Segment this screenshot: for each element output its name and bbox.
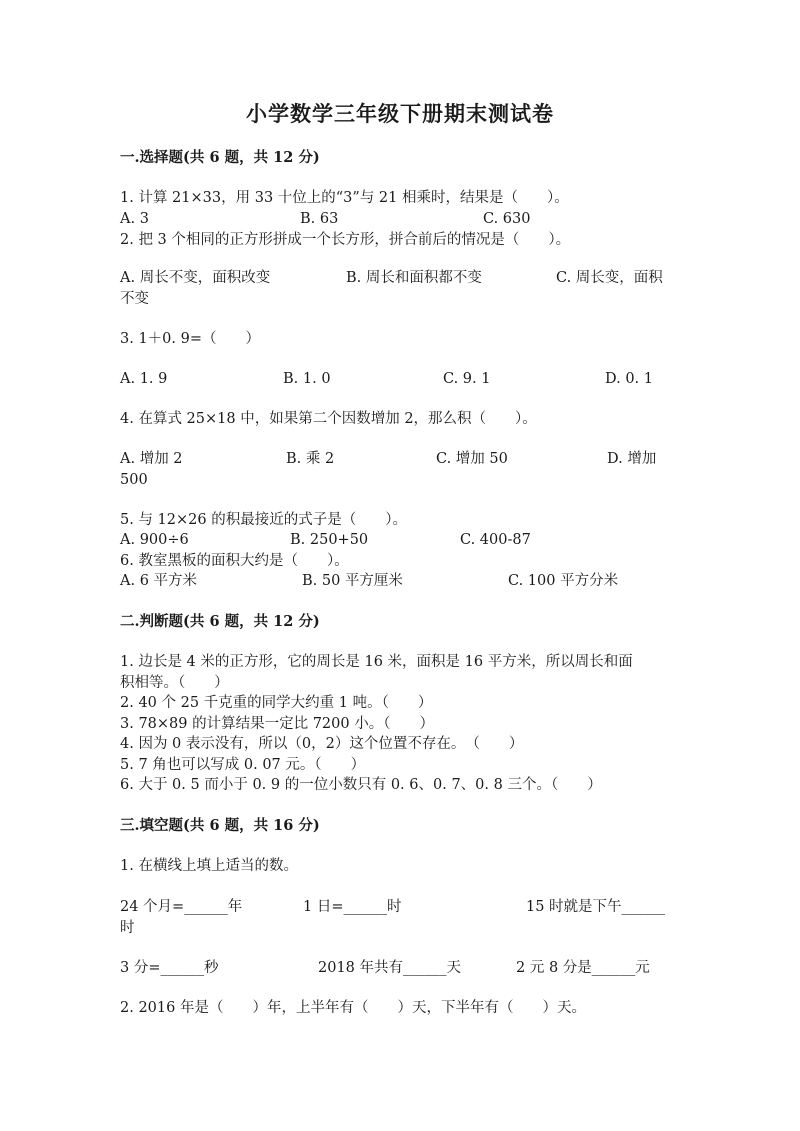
option-a: A. 增加 2 (120, 451, 183, 467)
question-text: 5. 7 角也可以写成 0. 07 元。（ ） (120, 757, 366, 773)
section-heading-judge: 二.判断题(共 6 题，共 12 分) (120, 613, 320, 630)
fill-item: 3 分=______秒 (120, 960, 219, 976)
fill-item: 2018 年共有______天 (318, 960, 462, 976)
option-c-continued: 不变 (120, 291, 149, 307)
option-a: A. 6 平方米 (120, 573, 198, 589)
fill-item-continued: 时 (120, 920, 135, 936)
page-title: 小学数学三年级下册期末测试卷 (246, 101, 554, 126)
option-b: B. 周长和面积都不变 (346, 270, 482, 286)
fill-item: 15 时就是下午______ (526, 899, 666, 915)
option-a: A. 周长不变，面积改变 (120, 270, 271, 286)
question-text: 4. 因为 0 表示没有，所以（0，2）这个位置不存在。 （ ） (120, 736, 524, 752)
option-c: C. 周长变，面积 (556, 270, 663, 286)
fill-item: 1 日=______时 (303, 899, 402, 915)
question-text: 2. 2016 年是（ ）年，上半年有（ ）天，下半年有（ ）天。 (120, 1000, 586, 1016)
option-c: C. 9. 1 (443, 371, 491, 387)
fill-item: 24 个月=______年 (120, 899, 243, 915)
section-heading-fill: 三.填空题(共 6 题，共 16 分) (120, 817, 320, 834)
option-b: B. 1. 0 (283, 371, 331, 387)
option-b: B. 63 (300, 211, 339, 227)
fill-item: 2 元 8 分是______元 (516, 960, 650, 976)
question-text: 3. 1＋0. 9=（ ） (120, 331, 260, 347)
question-text-continued: 积相等。（ ） (120, 675, 229, 691)
question-text: 1. 在横线上填上适当的数。 (120, 858, 298, 874)
option-b: B. 乘 2 (286, 451, 335, 467)
question-text: 6. 教室黑板的面积大约是（ ）。 (120, 553, 349, 569)
question-text: 2. 40 个 25 千克重的同学大约重 1 吨。（ ） (120, 695, 433, 711)
question-text: 2. 把 3 个相同的正方形拼成一个长方形，拼合前后的情况是（ ）。 (120, 232, 571, 248)
option-c: C. 100 平方分米 (508, 573, 619, 589)
option-a: A. 3 (120, 211, 149, 227)
option-d: D. 增加 (607, 451, 657, 467)
option-c: C. 增加 50 (436, 451, 508, 467)
option-a: A. 900÷6 (120, 532, 189, 548)
question-text: 3. 78×89 的计算结果一定比 7200 小。（ ） (120, 716, 434, 732)
option-b: B. 250+50 (290, 532, 369, 548)
question-text: 5. 与 12×26 的积最接近的式子是（ ）。 (120, 512, 407, 528)
question-text: 1. 边长是 4 米的正方形，它的周长是 16 米，面积是 16 平方米，所以周长和面 (120, 654, 633, 670)
question-text: 6. 大于 0. 5 而小于 0. 9 的一位小数只有 0. 6、0. 7、0. 8 三个。（ ） (120, 777, 602, 793)
question-text: 4. 在算式 25×18 中，如果第二个因数增加 2，那么积（ ）。 (120, 411, 537, 427)
option-b: B. 50 平方厘米 (302, 573, 403, 589)
question-text: 1. 计算 21×33，用 33 十位上的“3”与 21 相乘时，结果是（ ）。 (120, 190, 569, 206)
option-d-continued: 500 (120, 472, 148, 488)
section-heading-choice: 一.选择题(共 6 题，共 12 分) (120, 149, 320, 166)
option-d: D. 0. 1 (605, 371, 653, 387)
option-c: C. 400-87 (460, 532, 531, 548)
option-a: A. 1. 9 (120, 371, 168, 387)
option-c: C. 630 (483, 211, 531, 227)
